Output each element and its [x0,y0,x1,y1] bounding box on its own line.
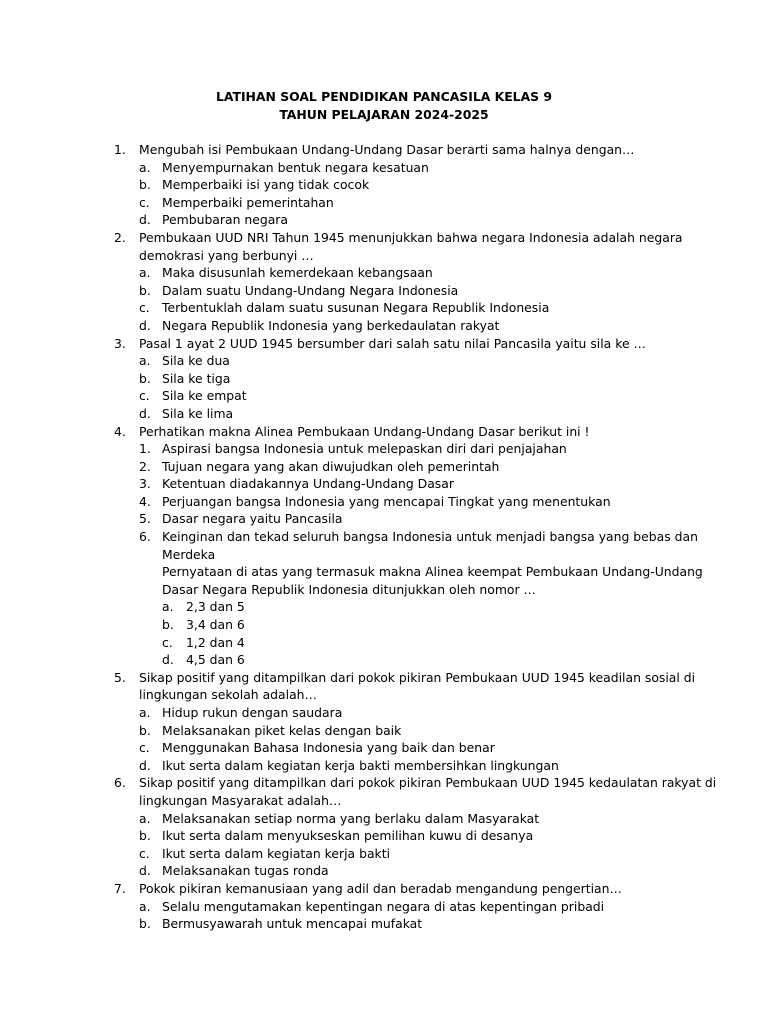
answer-option-a [139,810,674,828]
option-letter: c. [139,740,150,756]
option-text: Menyempurnakan bentuk negara kesatuan [162,159,429,175]
statement-text: Keinginan dan tekad seluruh bangsa Indonesia untuk menjadi bangsa yang bebas dan [162,529,698,545]
question-text-continued: lingkungan Masyarakat adalah… [139,792,342,808]
document-subtitle: TAHUN PELAJARAN 2024-2025 [279,106,489,122]
option-letter: a. [139,810,151,826]
question-prompt-continued: Dasar Negara Republik Indonesia ditunjukkan oleh nomor … [162,581,536,597]
document-header [0,88,768,123]
answer-option-d [139,317,674,335]
option-letter: a. [139,705,151,720]
option-text: Sila ke tiga [162,370,231,386]
answer-option-d [139,211,674,229]
statement-number: 2. [139,458,151,474]
question-2 [114,229,683,335]
option-text: 2,3 dan 5 [186,599,245,615]
statement-text: Tujuan negara yang akan diwujudkan oleh pemerintah [162,458,500,474]
statement-number: 3. [139,476,151,492]
option-letter: c. [139,194,150,210]
option-text: Maka disusunlah kemerdekaan kebangsaan [162,265,433,281]
question-number: 2. [114,229,126,245]
answer-option-c [139,299,674,317]
statement-2 [139,458,674,476]
option-text: 1,2 dan 4 [186,634,245,650]
option-letter: b. [139,828,151,844]
option-letter: d. [139,212,151,228]
question-prompt: Pernyataan di atas yang termasuk makna Alinea keempat Pembukaan Undang-Undang [162,564,703,580]
question-list [114,141,717,933]
statement-5 [139,510,674,528]
option-letter: b. [162,617,174,633]
option-text: Melaksanakan piket kelas dengan baik [162,722,402,738]
question-text-continued: lingkungan sekolah adalah… [139,687,317,703]
answer-option-d [139,405,674,423]
option-text: 3,4 dan 6 [186,617,245,633]
answer-option-b [139,282,674,300]
option-text: Memperbaiki pemerintahan [162,194,334,210]
option-letter: a. [162,599,174,615]
question-7 [114,880,674,933]
statement-4 [139,493,674,511]
question-text: Sikap positif yang ditampilkan dari pokok pikiran Pembukaan UUD 1945 keadilan sosial di [139,669,696,685]
option-text: Ikut serta dalam kegiatan kerja bakti membersihkan lingkungan [162,757,559,773]
question-text: Mengubah isi Pembukaan Undang-Undang Dasar berarti sama halnya dengan… [139,142,635,157]
answer-option-a [139,898,674,916]
statement-number: 5. [139,511,151,527]
question-text: Pasal 1 ayat 2 UUD 1945 bersumber dari salah satu nilai Pancasila yaitu sila ke … [139,335,646,351]
statement-number: 4. [139,493,151,509]
option-letter: b. [139,916,151,932]
answer-option-b [139,827,674,845]
statement-text: Aspirasi bangsa Indonesia untuk melepaskan diri dari penjajahan [162,441,567,457]
option-text: Melaksanakan tugas ronda [162,863,329,879]
option-letter: c. [139,845,150,861]
option-text: Menggunakan Bahasa Indonesia yang baik dan benar [162,740,495,756]
question-number: 6. [114,775,126,791]
question-3 [114,335,674,423]
question-4 [114,423,703,669]
option-text: Ikut serta dalam kegiatan kerja bakti [162,845,391,861]
answer-option-c [139,387,674,405]
question-number: 1. [114,142,126,157]
option-letter: a. [139,353,151,369]
option-letter: a. [139,159,151,175]
option-text: Bermusyawarah untuk mencapai mufakat [162,916,423,932]
option-text: Selalu mengutamakan kepentingan negara di atas kepentingan pribadi [162,898,605,914]
option-text: Hidup rukun dengan saudara [162,705,343,720]
answer-option-d [162,651,674,669]
option-letter: b. [139,177,151,193]
question-text: Pembukaan UUD NRI Tahun 1945 menunjukkan bahwa negara Indonesia adalah negara [139,229,683,245]
option-text: 4,5 dan 6 [186,652,245,668]
answer-option-b [139,915,674,933]
option-letter: d. [139,405,151,421]
option-text: Negara Republik Indonesia yang berkedaulatan rakyat [162,317,500,333]
option-text: Melaksanakan setiap norma yang berlaku dalam Masyarakat [162,810,540,826]
option-letter: a. [139,265,151,281]
option-letter: b. [139,370,151,386]
statement-6 [139,528,703,669]
option-text: Ikut serta dalam menyukseskan pemilihan kuwu di desanya [162,828,534,844]
answer-option-a [139,704,674,722]
answer-option-c [139,845,674,863]
option-text: Sila ke dua [162,353,230,369]
question-number: 7. [114,880,126,896]
question-text: Pokok pikiran kemanusiaan yang adil dan beradab mengandung pengertian… [139,880,622,896]
question-6 [114,774,717,880]
option-text: Pembubaran negara [162,212,288,228]
answer-option-c [162,634,674,652]
question-text-continued: demokrasi yang berbunyi … [139,247,314,263]
answer-option-c [139,194,674,212]
question-number: 4. [114,423,126,439]
statement-text: Perjuangan bangsa Indonesia yang mencapai Tingkat yang menentukan [162,493,611,509]
statement-text-continued: Merdeka [162,546,216,562]
answer-option-b [139,722,674,740]
option-text: Sila ke empat [162,388,247,404]
answer-option-a [139,159,674,177]
option-text: Sila ke lima [162,405,234,421]
option-letter: b. [139,282,151,298]
answer-option-b [162,616,674,634]
option-text: Dalam suatu Undang-Undang Negara Indonesia [162,282,459,298]
question-text: Sikap positif yang ditampilkan dari pokok pikiran Pembukaan UUD 1945 kedaulatan rakyat di [139,775,717,791]
option-text: Memperbaiki isi yang tidak cocok [162,177,370,193]
option-letter: c. [139,388,150,404]
answer-option-a [139,264,674,282]
option-letter: d. [139,317,151,333]
option-letter: a. [139,898,151,914]
option-letter: c. [139,300,150,316]
document-title: LATIHAN SOAL PENDIDIKAN PANCASILA KELAS 9 [215,89,553,104]
answer-option-c [139,739,674,757]
question-1 [114,141,674,229]
option-letter: b. [139,722,151,738]
option-letter: d. [162,652,174,668]
statement-number: 6. [139,529,151,545]
question-number: 5. [114,669,126,685]
statement-text: Ketentuan diadakannya Undang-Undang Dasar [162,476,454,492]
answer-option-b [139,370,674,388]
option-letter: c. [162,634,173,650]
statement-1 [139,440,674,458]
statement-text: Dasar negara yaitu Pancasila [162,511,343,527]
question-5 [114,669,696,775]
answer-option-b [139,176,674,194]
option-letter: d. [139,757,151,773]
option-text: Terbentuklah dalam suatu susunan Negara Republik Indonesia [162,300,550,316]
answer-option-a [162,598,674,616]
answer-option-d [139,862,674,880]
answer-option-a [139,352,674,370]
option-letter: d. [139,863,151,879]
answer-option-d [139,757,674,775]
statement-number: 1. [139,441,151,457]
statement-3 [139,475,674,493]
question-text: Perhatikan makna Alinea Pembukaan Undang-Undang Dasar berikut ini ! [139,423,590,439]
question-number: 3. [114,335,126,351]
